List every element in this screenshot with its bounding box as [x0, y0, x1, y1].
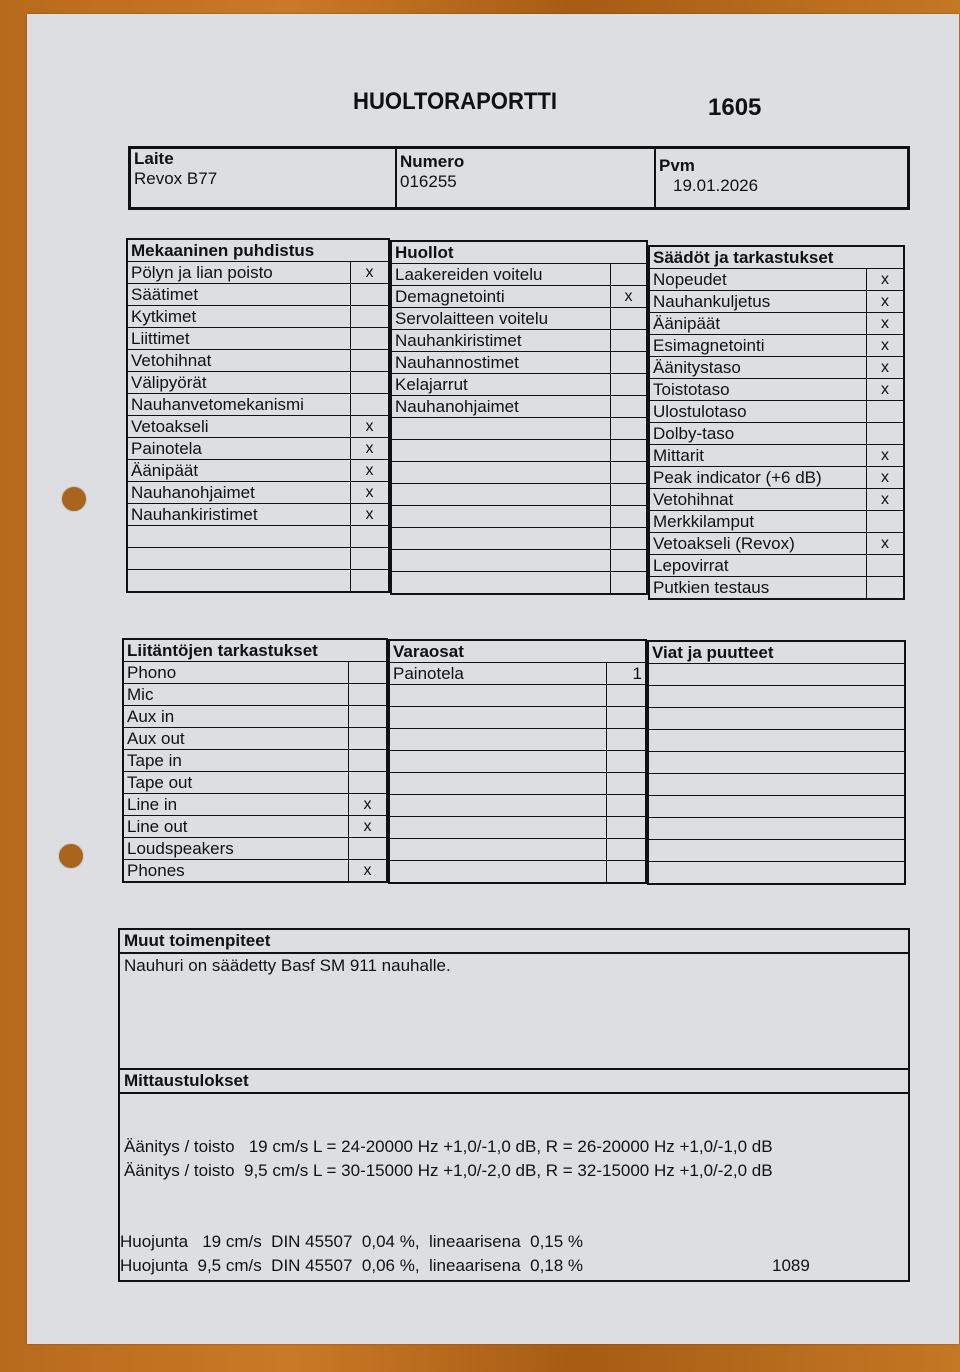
table-row: [648, 752, 905, 774]
row-label: Nauhankiristimet: [127, 504, 351, 526]
mechanical-cleaning-table: [126, 238, 390, 593]
table-row: [123, 838, 387, 860]
mechanical-cleaning-title: Mekaaninen puhdistus: [127, 239, 389, 262]
table-row: [391, 528, 647, 550]
checkbox-mark[interactable]: x: [867, 467, 905, 489]
row-label: [127, 526, 351, 548]
table-row: [391, 264, 647, 286]
row-label: Mic: [123, 684, 349, 706]
checkbox-mark[interactable]: [611, 462, 648, 484]
checkbox-mark[interactable]: x: [867, 533, 905, 555]
row-label: Aux in: [123, 706, 349, 728]
checkbox-mark[interactable]: x: [351, 504, 390, 526]
table-row: [648, 686, 905, 708]
spare-parts-title: Varaosat: [389, 640, 646, 663]
row-label: Ulostulotaso: [649, 401, 867, 423]
checkbox-mark[interactable]: [351, 350, 390, 372]
table-row: [649, 577, 904, 600]
checkbox-mark[interactable]: [611, 308, 648, 330]
table-row: [648, 664, 905, 686]
fault-entry[interactable]: [648, 862, 905, 885]
table-row: [123, 750, 387, 772]
table-row: [649, 335, 904, 357]
row-label: [391, 484, 611, 506]
checkbox-mark[interactable]: x: [351, 438, 390, 460]
checkbox-mark[interactable]: [349, 706, 388, 728]
row-label: Nauhanohjaimet: [127, 482, 351, 504]
checkbox-mark[interactable]: [611, 484, 648, 506]
wow-flutter-19: Huojunta 19 cm/s DIN 45507 0,04 %, lineaarisena 0,15 %: [120, 1232, 584, 1251]
row-label: [391, 506, 611, 528]
quantity-cell[interactable]: [607, 861, 647, 884]
number-cell: [397, 149, 656, 207]
punch-hole-bottom: [58, 843, 84, 869]
row-label: [391, 440, 611, 462]
faults-title: Viat ja puutteet: [648, 641, 905, 664]
checkbox-mark[interactable]: [867, 577, 905, 600]
row-label: Toistotaso: [649, 379, 867, 401]
checkbox-mark[interactable]: [611, 572, 648, 595]
quantity-cell[interactable]: [607, 773, 647, 795]
row-label: [389, 817, 607, 839]
wow-flutter-9-5: Huojunta 9,5 cm/s DIN 45507 0,06 %, lineaarisena 0,18 %: [120, 1256, 584, 1275]
frequency-response-19: Äänitys / toisto 19 cm/s L = 24-20000 Hz +1,0/-1,0 dB, R = 26-20000 Hz +1,0/-1,0 dB: [124, 1137, 773, 1156]
table-row: [649, 379, 904, 401]
quantity-cell[interactable]: [607, 685, 647, 707]
checkbox-mark[interactable]: [351, 570, 390, 593]
row-label: Phono: [123, 662, 349, 684]
table-row: [649, 467, 904, 489]
table-row: [391, 418, 647, 440]
row-label: Vetoakseli (Revox): [649, 533, 867, 555]
row-label: Line in: [123, 794, 349, 816]
checkbox-mark[interactable]: [611, 550, 648, 572]
row-label: Nauhanvetomekanismi: [127, 394, 351, 416]
table-row: [127, 372, 389, 394]
table-row: [389, 817, 646, 839]
table-row: [649, 423, 904, 445]
checkbox-mark[interactable]: x: [867, 291, 905, 313]
table-row: [389, 861, 646, 884]
checkbox-mark[interactable]: x: [611, 286, 648, 308]
table-row: [127, 504, 389, 526]
maintenance-table: [390, 240, 648, 595]
number-value: 016255: [400, 172, 457, 191]
table-row: [649, 357, 904, 379]
checkbox-mark[interactable]: [351, 284, 390, 306]
row-label: Välipyörät: [127, 372, 351, 394]
table-row: [649, 533, 904, 555]
checkbox-mark[interactable]: x: [867, 489, 905, 511]
checkbox-mark[interactable]: [611, 418, 648, 440]
table-row: [127, 526, 389, 548]
date-label: Pvm: [659, 156, 695, 175]
checkbox-mark[interactable]: x: [349, 794, 388, 816]
table-row: [389, 839, 646, 861]
table-row: [391, 330, 647, 352]
row-label: Äänitystaso: [649, 357, 867, 379]
checkbox-mark[interactable]: [867, 423, 905, 445]
connection-checks-table: [122, 638, 388, 883]
quantity-cell[interactable]: 1: [607, 663, 647, 685]
row-label: Liittimet: [127, 328, 351, 350]
table-row: [391, 572, 647, 595]
row-label: Vetohihnat: [127, 350, 351, 372]
frequency-response-9-5: Äänitys / toisto 9,5 cm/s L = 30-15000 Hz +1,0/-2,0 dB, R = 32-15000 Hz +1,0/-2,0 dB: [124, 1161, 773, 1180]
row-label: Line out: [123, 816, 349, 838]
checkbox-mark[interactable]: [867, 511, 905, 533]
table-row: [649, 445, 904, 467]
fault-entry[interactable]: [648, 752, 905, 774]
row-label: Loudspeakers: [123, 838, 349, 860]
checkbox-mark[interactable]: [611, 352, 648, 374]
checkbox-mark[interactable]: x: [867, 357, 905, 379]
table-row: [123, 772, 387, 794]
checkbox-mark[interactable]: [351, 328, 390, 350]
date-value: 19.01.2026: [673, 176, 759, 195]
table-row: [389, 773, 646, 795]
table-row: [127, 394, 389, 416]
table-row: [648, 796, 905, 818]
row-label: Nauhannostimet: [391, 352, 611, 374]
fault-entry[interactable]: [648, 708, 905, 730]
table-row: [391, 374, 647, 396]
table-row: [123, 706, 387, 728]
adjustments-title: Säädöt ja tarkastukset: [649, 246, 904, 269]
row-label: Nauhankuljetus: [649, 291, 867, 313]
fault-entry[interactable]: [648, 730, 905, 752]
table-row: [123, 684, 387, 706]
row-label: Peak indicator (+6 dB): [649, 467, 867, 489]
table-row: [389, 751, 646, 773]
table-row: [123, 662, 387, 684]
header-info-box: [128, 146, 910, 210]
checkbox-mark[interactable]: [611, 528, 648, 550]
checkbox-mark[interactable]: [611, 396, 648, 418]
table-row: [391, 462, 647, 484]
row-label: [389, 861, 607, 884]
document-title: HUOLTORAPORTTI: [353, 88, 558, 115]
checkbox-mark[interactable]: [351, 526, 390, 548]
row-label: Vetoakseli: [127, 416, 351, 438]
row-label: Nopeudet: [649, 269, 867, 291]
checkbox-mark[interactable]: [867, 401, 905, 423]
row-label: Painotela: [389, 663, 607, 685]
row-label: [389, 685, 607, 707]
checkbox-mark[interactable]: x: [351, 482, 390, 504]
table-row: [127, 262, 389, 284]
row-label: [389, 839, 607, 861]
row-label: [389, 729, 607, 751]
row-label: [391, 550, 611, 572]
row-label: [389, 707, 607, 729]
table-row: [648, 774, 905, 796]
quantity-cell[interactable]: [607, 751, 647, 773]
other-actions-text: Nauhuri on säädetty Basf SM 911 nauhalle.: [120, 954, 908, 1070]
table-row: [123, 860, 387, 883]
row-label: Säätimet: [127, 284, 351, 306]
fault-entry[interactable]: [648, 796, 905, 818]
row-label: Kelajarrut: [391, 374, 611, 396]
connection-checks-title: Liitäntöjen tarkastukset: [123, 639, 387, 662]
row-label: Nauhanohjaimet: [391, 396, 611, 418]
punch-hole-top: [61, 486, 87, 512]
table-row: [391, 286, 647, 308]
row-label: [389, 773, 607, 795]
table-row: [127, 570, 389, 593]
row-label: [391, 418, 611, 440]
row-label: Tape out: [123, 772, 349, 794]
row-label: [389, 751, 607, 773]
row-label: Pölyn ja lian poisto: [127, 262, 351, 284]
table-row: [127, 548, 389, 570]
checkbox-mark[interactable]: x: [867, 335, 905, 357]
table-row: [123, 816, 387, 838]
checkbox-mark[interactable]: [611, 330, 648, 352]
spare-parts-table: [388, 639, 647, 884]
row-label: Putkien testaus: [649, 577, 867, 600]
checkbox-mark[interactable]: x: [867, 269, 905, 291]
row-label: Vetohihnat: [649, 489, 867, 511]
checkbox-mark[interactable]: [351, 372, 390, 394]
checkbox-mark[interactable]: [351, 306, 390, 328]
checkbox-mark[interactable]: [611, 440, 648, 462]
table-row: [649, 555, 904, 577]
checkbox-mark[interactable]: [349, 662, 388, 684]
adjustments-table: [648, 245, 905, 600]
table-row: [391, 506, 647, 528]
table-row: [389, 795, 646, 817]
checkbox-mark[interactable]: [349, 684, 388, 706]
fault-entry[interactable]: [648, 840, 905, 862]
table-row: [127, 416, 389, 438]
table-row: [127, 482, 389, 504]
table-row: [649, 489, 904, 511]
table-row: [127, 328, 389, 350]
table-row: [391, 352, 647, 374]
table-row: [649, 511, 904, 533]
row-label: [391, 462, 611, 484]
device-value: Revox B77: [134, 169, 218, 188]
checkbox-mark[interactable]: x: [349, 860, 388, 883]
table-row: [391, 440, 647, 462]
checkbox-mark[interactable]: x: [349, 816, 388, 838]
device-label: Laite: [134, 149, 174, 168]
table-row: [391, 308, 647, 330]
table-row: [649, 313, 904, 335]
fault-entry[interactable]: [648, 774, 905, 796]
table-row: [127, 284, 389, 306]
fault-entry[interactable]: [648, 686, 905, 708]
checkbox-mark[interactable]: x: [867, 379, 905, 401]
checkbox-mark[interactable]: x: [351, 416, 390, 438]
table-row: [648, 818, 905, 840]
row-label: Laakereiden voitelu: [391, 264, 611, 286]
row-label: Äänipäät: [127, 460, 351, 482]
row-label: Tape in: [123, 750, 349, 772]
checkbox-mark[interactable]: [867, 555, 905, 577]
checkbox-mark[interactable]: [611, 374, 648, 396]
row-label: [127, 548, 351, 570]
checkbox-mark[interactable]: [351, 394, 390, 416]
row-label: Servolaitteen voitelu: [391, 308, 611, 330]
measurements-title: Mittaustulokset: [120, 1070, 908, 1094]
table-row: [127, 306, 389, 328]
faults-table: [647, 640, 906, 885]
row-label: [127, 570, 351, 593]
row-label: Mittarit: [649, 445, 867, 467]
checkbox-mark[interactable]: [349, 772, 388, 794]
date-cell: [656, 149, 907, 207]
table-row: [127, 350, 389, 372]
table-row: [648, 730, 905, 752]
device-cell: [131, 149, 397, 207]
table-row: [389, 663, 646, 685]
quantity-cell[interactable]: [607, 817, 647, 839]
row-label: [391, 572, 611, 595]
table-row: [649, 401, 904, 423]
quantity-cell[interactable]: [607, 839, 647, 861]
checkbox-mark[interactable]: x: [867, 445, 905, 467]
table-row: [127, 460, 389, 482]
table-row: [648, 862, 905, 885]
quantity-cell[interactable]: [607, 795, 647, 817]
table-row: [648, 708, 905, 730]
row-label: Aux out: [123, 728, 349, 750]
footer-number: 1089: [772, 1256, 810, 1275]
table-row: [391, 484, 647, 506]
row-label: Painotela: [127, 438, 351, 460]
row-label: Lepovirrat: [649, 555, 867, 577]
table-row: [389, 707, 646, 729]
row-label: [389, 795, 607, 817]
table-row: [123, 728, 387, 750]
checkbox-mark[interactable]: [611, 264, 648, 286]
checkbox-mark[interactable]: [349, 728, 388, 750]
table-row: [649, 291, 904, 313]
checkbox-mark[interactable]: x: [351, 262, 390, 284]
row-label: Phones: [123, 860, 349, 883]
table-row: [648, 840, 905, 862]
table-row: [123, 794, 387, 816]
fault-entry[interactable]: [648, 664, 905, 686]
row-label: Merkkilamput: [649, 511, 867, 533]
number-label: Numero: [400, 152, 465, 171]
row-label: Äänipäät: [649, 313, 867, 335]
table-row: [127, 438, 389, 460]
table-row: [391, 396, 647, 418]
checkbox-mark[interactable]: x: [351, 460, 390, 482]
table-row: [389, 729, 646, 751]
row-label: Kytkimet: [127, 306, 351, 328]
table-row: [391, 550, 647, 572]
checkbox-mark[interactable]: [349, 838, 388, 860]
row-label: Dolby-taso: [649, 423, 867, 445]
quantity-cell[interactable]: [607, 729, 647, 751]
table-row: [389, 685, 646, 707]
maintenance-title: Huollot: [391, 241, 647, 264]
checkbox-mark[interactable]: [611, 506, 648, 528]
row-label: Demagnetointi: [391, 286, 611, 308]
row-label: Esimagnetointi: [649, 335, 867, 357]
notes-and-measurements-box: [118, 928, 910, 1282]
checkbox-mark[interactable]: [349, 750, 388, 772]
quantity-cell[interactable]: [607, 707, 647, 729]
checkbox-mark[interactable]: x: [867, 313, 905, 335]
report-number: 1605: [708, 94, 762, 121]
checkbox-mark[interactable]: [351, 548, 390, 570]
row-label: [391, 528, 611, 550]
row-label: Nauhankiristimet: [391, 330, 611, 352]
fault-entry[interactable]: [648, 818, 905, 840]
other-actions-title: Muut toimenpiteet: [120, 930, 908, 954]
table-row: [649, 269, 904, 291]
